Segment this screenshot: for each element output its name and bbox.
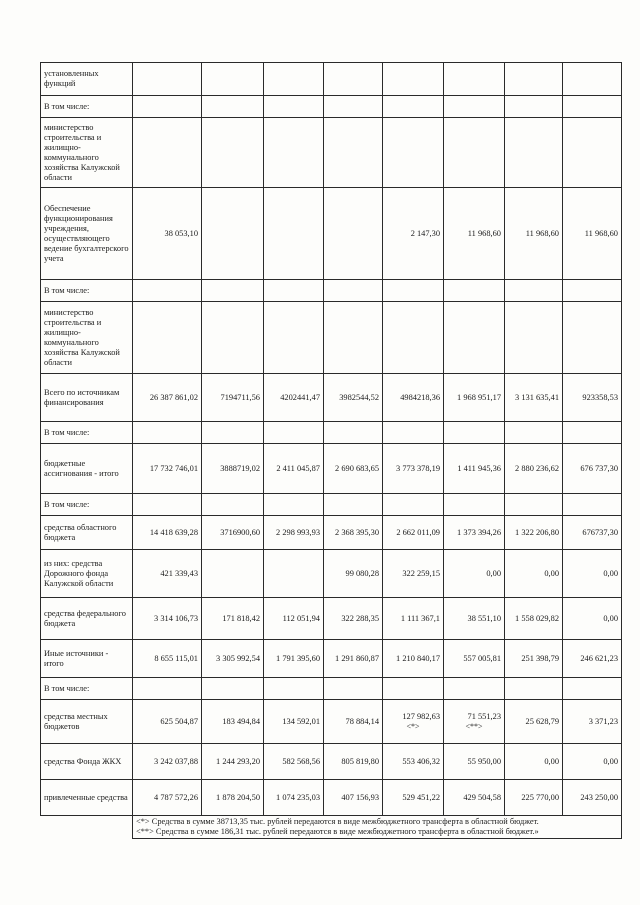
cell-value: 676 737,30 [580, 463, 618, 473]
cell-value: 11 968,60 [467, 228, 501, 238]
value-cell [505, 280, 563, 302]
cell-value: 246 621,23 [580, 653, 618, 663]
row-label: средства федерального бюджета [41, 598, 133, 640]
value-cell [383, 780, 444, 816]
cell-value: 134 592,01 [282, 716, 320, 726]
cell-value: 243 250,00 [580, 792, 618, 802]
cell-value: 2 298 993,93 [276, 527, 320, 537]
value-cell [563, 640, 622, 678]
cell-value: 2 690 683,65 [335, 463, 379, 473]
cell-value: 582 568,56 [282, 756, 320, 766]
value-cell [505, 374, 563, 422]
cell-value: 1 373 394,26 [457, 527, 501, 537]
value-cell [444, 598, 505, 640]
row-label: привлеченные средства [41, 780, 133, 816]
value-cell [202, 118, 264, 188]
value-cell [563, 188, 622, 280]
table-row [41, 96, 622, 118]
value-cell [264, 444, 324, 494]
footnote-spacer [41, 816, 133, 839]
cell-value: 0,00 [544, 568, 559, 578]
cell-value: 2 662 011,09 [396, 527, 440, 537]
row-label: средства Фонда ЖКХ [41, 744, 133, 780]
value-cell [324, 516, 383, 550]
cell-value: 171 818,42 [222, 613, 260, 623]
value-cell [264, 516, 324, 550]
value-cell [383, 444, 444, 494]
value-cell [264, 63, 324, 96]
value-cell [264, 96, 324, 118]
table-row [41, 780, 622, 816]
table-row [41, 188, 622, 280]
footnote-row [41, 816, 622, 839]
table-row [41, 598, 622, 640]
table-row [41, 302, 622, 374]
value-cell [324, 550, 383, 598]
value-cell [202, 678, 264, 700]
value-cell [505, 678, 563, 700]
value-cell [133, 700, 202, 744]
value-cell [563, 700, 622, 744]
value-cell [133, 374, 202, 422]
value-cell [505, 700, 563, 744]
value-cell [563, 374, 622, 422]
cell-value: 1 291 860,87 [335, 653, 379, 663]
value-cell [563, 598, 622, 640]
cell-value: 3888719,02 [220, 463, 260, 473]
value-cell [133, 63, 202, 96]
table-body [41, 63, 622, 839]
cell-value: 322 259,15 [402, 568, 440, 578]
value-cell [202, 550, 264, 598]
value-cell [383, 640, 444, 678]
value-cell [505, 744, 563, 780]
cell-value: 7194711,56 [220, 392, 260, 402]
value-cell [383, 516, 444, 550]
cell-value: 99 080,28 [345, 568, 379, 578]
value-cell [505, 302, 563, 374]
funding-table [40, 62, 622, 839]
cell-value: 25 628,79 [525, 716, 559, 726]
table-row [41, 678, 622, 700]
cell-value: 1 968 951,17 [457, 392, 501, 402]
value-cell [444, 63, 505, 96]
cell-value: 2 880 236,62 [515, 463, 559, 473]
value-cell [505, 494, 563, 516]
cell-value: 1 074 235,03 [276, 792, 320, 802]
value-cell [133, 744, 202, 780]
cell-value: 625 504,87 [160, 716, 198, 726]
value-cell [444, 744, 505, 780]
cell-value: 421 339,43 [160, 568, 198, 578]
value-cell [444, 118, 505, 188]
value-cell [383, 302, 444, 374]
value-cell [505, 118, 563, 188]
cell-value: 322 288,35 [341, 613, 379, 623]
value-cell [264, 494, 324, 516]
value-cell [505, 598, 563, 640]
value-cell [133, 444, 202, 494]
value-cell [202, 96, 264, 118]
cell-value: 17 732 746,01 [149, 463, 198, 473]
cell-value: 0,00 [544, 756, 559, 766]
value-cell [264, 302, 324, 374]
value-cell [383, 374, 444, 422]
value-cell [133, 188, 202, 280]
value-cell [444, 374, 505, 422]
value-cell [324, 494, 383, 516]
table-row [41, 516, 622, 550]
footnote-text: <*> Средства в сумме 38713,35 тыс. рублей передаются в виде межбюджетного трансферта в областной бюджет. [136, 817, 539, 826]
cell-value: 55 950,00 [467, 756, 501, 766]
value-cell [563, 444, 622, 494]
value-cell [505, 550, 563, 598]
cell-value: 0,00 [603, 756, 618, 766]
value-cell [324, 374, 383, 422]
value-cell [202, 422, 264, 444]
cell-value: 2 147,30 [410, 228, 440, 238]
value-cell [133, 118, 202, 188]
cell-value: 71 551,23 [467, 712, 501, 721]
value-cell [202, 374, 264, 422]
value-cell [563, 302, 622, 374]
value-cell [324, 280, 383, 302]
value-cell [383, 598, 444, 640]
cell-value: 3 314 106,73 [154, 613, 198, 623]
cell-value: 11 968,60 [525, 228, 559, 238]
value-cell [444, 280, 505, 302]
cell-value: 3 773 378,19 [396, 463, 440, 473]
value-cell [563, 422, 622, 444]
value-cell [563, 96, 622, 118]
cell-value: 4 787 572,26 [154, 792, 198, 802]
value-cell [133, 678, 202, 700]
value-cell [563, 280, 622, 302]
value-cell [324, 700, 383, 744]
value-cell [383, 422, 444, 444]
table-row [41, 640, 622, 678]
value-cell [133, 780, 202, 816]
value-cell [264, 678, 324, 700]
cell-value: 529 451,22 [402, 792, 440, 802]
value-cell [505, 188, 563, 280]
value-cell [383, 744, 444, 780]
value-cell [202, 302, 264, 374]
value-cell [202, 780, 264, 816]
cell-value: 429 504,58 [463, 792, 501, 802]
value-cell [444, 444, 505, 494]
value-cell [563, 63, 622, 96]
value-cell [563, 744, 622, 780]
cell-value: 38 551,10 [467, 613, 501, 623]
value-cell [383, 118, 444, 188]
value-cell [324, 598, 383, 640]
value-cell [505, 516, 563, 550]
value-cell [563, 678, 622, 700]
value-cell [133, 516, 202, 550]
value-cell [324, 96, 383, 118]
value-cell [383, 700, 444, 744]
value-cell [444, 302, 505, 374]
value-cell [324, 678, 383, 700]
value-cell [202, 63, 264, 96]
row-label: В том числе: [41, 494, 133, 516]
value-cell [133, 96, 202, 118]
value-cell [202, 516, 264, 550]
table-row [41, 422, 622, 444]
table-row [41, 444, 622, 494]
table-row [41, 494, 622, 516]
value-cell [505, 63, 563, 96]
value-cell [563, 516, 622, 550]
table-row [41, 744, 622, 780]
value-cell [133, 494, 202, 516]
value-cell [202, 444, 264, 494]
cell-value: 0,00 [603, 613, 618, 623]
cell-value: 183 494,84 [222, 716, 260, 726]
row-label: Иные источники - итого [41, 640, 133, 678]
value-cell [383, 494, 444, 516]
cell-value: 225 770,00 [521, 792, 559, 802]
cell-value: 1 411 945,36 [457, 463, 501, 473]
value-cell [324, 188, 383, 280]
value-cell [383, 678, 444, 700]
table-row [41, 118, 622, 188]
value-cell [563, 118, 622, 188]
cell-value: 0,00 [486, 568, 501, 578]
cell-value: 2 368 395,30 [335, 527, 379, 537]
value-cell [202, 640, 264, 678]
value-cell [264, 550, 324, 598]
row-label: В том числе: [41, 678, 133, 700]
table-row [41, 280, 622, 302]
value-cell [444, 678, 505, 700]
row-label: бюджетные ассигнования - итого [41, 444, 133, 494]
value-cell [383, 280, 444, 302]
value-cell [324, 118, 383, 188]
cell-value: 0,00 [603, 568, 618, 578]
table-row [41, 550, 622, 598]
cell-value: 1 558 029,82 [515, 613, 559, 623]
cell-value: 1 791 395,60 [276, 653, 320, 663]
cell-value: 553 406,32 [402, 756, 440, 766]
value-cell [264, 780, 324, 816]
value-cell [264, 374, 324, 422]
footnote-marker: <*> [406, 722, 420, 731]
cell-value: 3 242 037,88 [154, 756, 198, 766]
row-label: Всего по источникам финансирования [41, 374, 133, 422]
value-cell [202, 744, 264, 780]
value-cell [133, 598, 202, 640]
value-cell [383, 550, 444, 598]
row-label: средства местных бюджетов [41, 700, 133, 744]
cell-value: 1 878 204,50 [216, 792, 260, 802]
value-cell [133, 280, 202, 302]
value-cell [324, 63, 383, 96]
value-cell [202, 598, 264, 640]
cell-value: 805 819,80 [341, 756, 379, 766]
value-cell [383, 63, 444, 96]
value-cell [133, 640, 202, 678]
row-label: средства областного бюджета [41, 516, 133, 550]
row-label: установленных функций [41, 63, 133, 96]
value-cell [505, 444, 563, 494]
table-row [41, 374, 622, 422]
value-cell [444, 422, 505, 444]
value-cell [505, 96, 563, 118]
cell-value: 676737,30 [582, 527, 618, 537]
value-cell [324, 422, 383, 444]
cell-value: 3982544,52 [339, 392, 379, 402]
cell-value: 3 305 992,54 [216, 653, 260, 663]
value-cell [202, 188, 264, 280]
footnote-marker: <**> [465, 722, 483, 731]
value-cell [324, 744, 383, 780]
value-cell [444, 640, 505, 678]
cell-value: 4984218,36 [400, 392, 440, 402]
value-cell [264, 640, 324, 678]
value-cell [563, 550, 622, 598]
row-label: В том числе: [41, 422, 133, 444]
cell-value: 14 418 639,28 [149, 527, 198, 537]
row-label: министерство строительства и жилищно-коммунального хозяйства Калужской области [41, 118, 133, 188]
value-cell [324, 444, 383, 494]
value-cell [264, 744, 324, 780]
value-cell [444, 96, 505, 118]
value-cell [202, 700, 264, 744]
row-label: В том числе: [41, 96, 133, 118]
cell-value: 1 111 367,1 [400, 613, 440, 623]
cell-value: 251 398,79 [521, 653, 559, 663]
value-cell [264, 700, 324, 744]
value-cell [444, 700, 505, 744]
cell-value: 1 210 840,17 [396, 653, 440, 663]
value-cell [264, 280, 324, 302]
cell-value: 2 411 045,87 [276, 463, 320, 473]
value-cell [264, 598, 324, 640]
value-cell [324, 640, 383, 678]
cell-value: 38 053,10 [164, 228, 198, 238]
cell-value: 923358,53 [582, 392, 618, 402]
value-cell [444, 188, 505, 280]
cell-value: 4202441,47 [280, 392, 320, 402]
table-row [41, 700, 622, 744]
value-cell [133, 550, 202, 598]
cell-value: 1 322 206,80 [515, 527, 559, 537]
table-row [41, 63, 622, 96]
value-cell [505, 422, 563, 444]
value-cell [202, 494, 264, 516]
row-label: В том числе: [41, 280, 133, 302]
footnote-text: <**> Средства в сумме 186,31 тыс. рублей передаются в виде межбюджетного трансферта в областной бюджет.» [136, 827, 539, 836]
value-cell [444, 550, 505, 598]
value-cell [505, 780, 563, 816]
value-cell [444, 780, 505, 816]
footnotes [133, 816, 622, 839]
value-cell [264, 188, 324, 280]
value-cell [563, 494, 622, 516]
value-cell [505, 640, 563, 678]
cell-value: 3716900,60 [220, 527, 260, 537]
cell-value: 3 131 635,41 [515, 392, 559, 402]
value-cell [264, 422, 324, 444]
cell-value: 112 051,94 [282, 613, 320, 623]
value-cell [383, 96, 444, 118]
value-cell [383, 188, 444, 280]
value-cell [133, 302, 202, 374]
cell-value: 407 156,93 [341, 792, 379, 802]
cell-value: 3 371,23 [588, 716, 618, 726]
value-cell [444, 494, 505, 516]
value-cell [133, 422, 202, 444]
row-label: Обеспечение функционирования учреждения, осуществляющего ведение бухгалтерского учета [41, 188, 133, 280]
row-label: из них: средства Дорожного фонда Калужской области [41, 550, 133, 598]
cell-value: 8 655 115,01 [154, 653, 198, 663]
value-cell [202, 280, 264, 302]
cell-value: 26 387 861,02 [149, 392, 198, 402]
value-cell [324, 780, 383, 816]
cell-value: 11 968,60 [584, 228, 618, 238]
value-cell [563, 780, 622, 816]
cell-value: 1 244 293,20 [216, 756, 260, 766]
value-cell [444, 516, 505, 550]
cell-value: 78 884,14 [345, 716, 379, 726]
value-cell [264, 118, 324, 188]
row-label: министерство строительства и жилищно-коммунального хозяйства Калужской области [41, 302, 133, 374]
cell-value: 557 005,81 [463, 653, 501, 663]
cell-value: 127 982,63 [402, 712, 440, 721]
value-cell [324, 302, 383, 374]
